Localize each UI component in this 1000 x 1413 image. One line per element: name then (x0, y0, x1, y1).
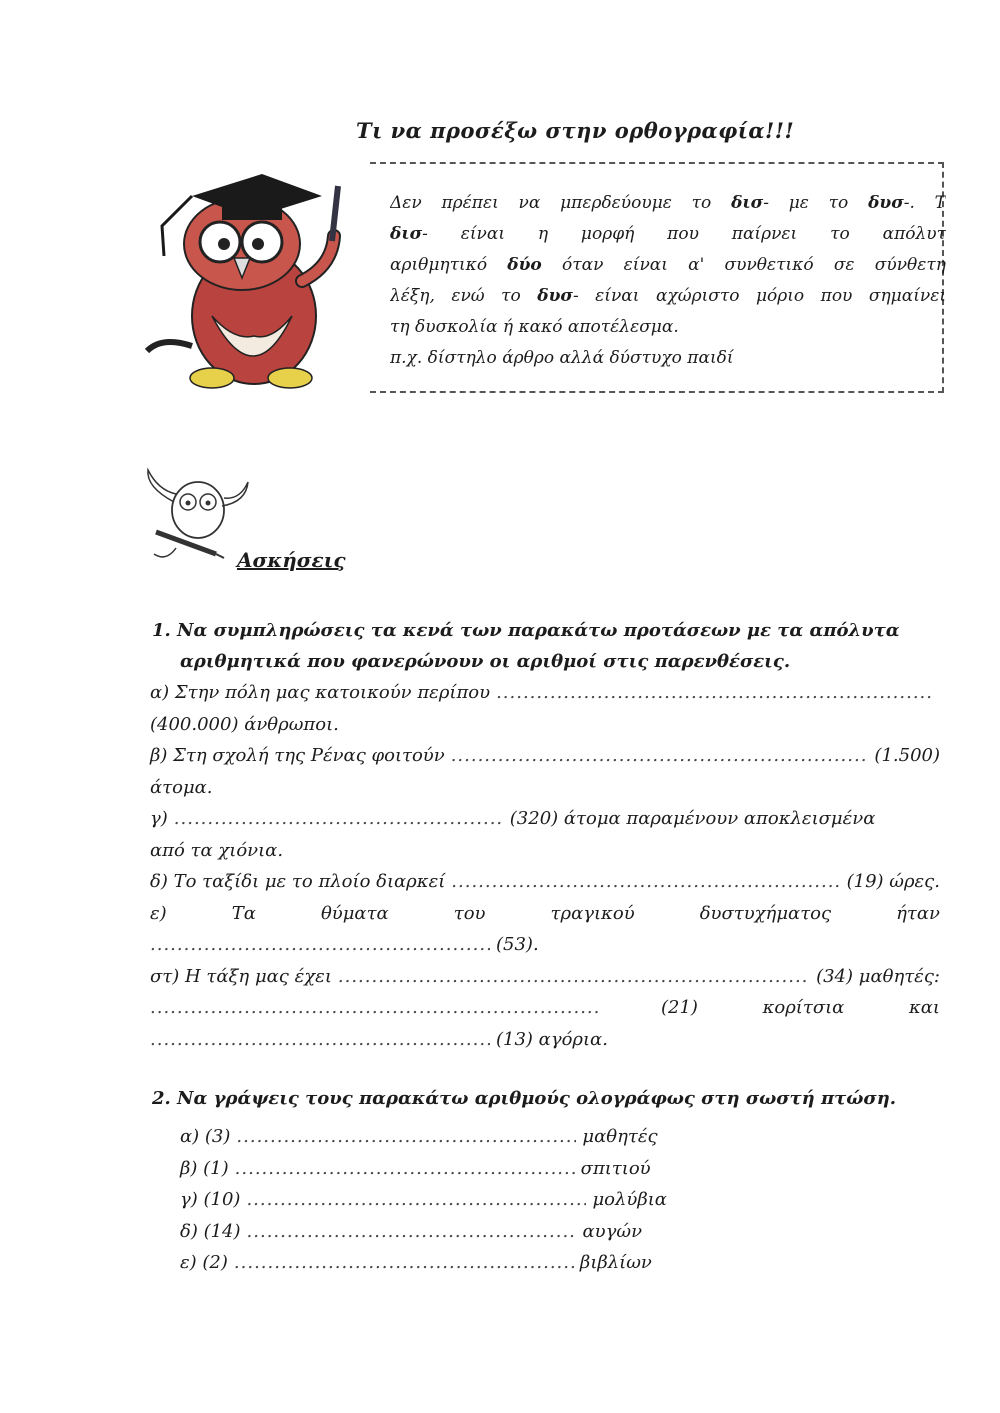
exercise-1st-row-2 (150, 992, 940, 1024)
blank-field[interactable] (496, 677, 934, 709)
exercise-2-item: γ) (10) ..... μολύβια (180, 1184, 700, 1216)
blank-field[interactable] (174, 803, 504, 835)
blank-field[interactable] (247, 1216, 577, 1248)
info-line: π.χ. δίστηλο άρθρο αλλά δύστυχο παιδί (390, 348, 734, 368)
blank-field[interactable] (338, 961, 810, 993)
exercise-1b-row: β) Στη σχολή της Ρένας φοιτούν ..... (1.500) (150, 740, 940, 772)
exercise-1e-row-2: ..... (53). (150, 929, 940, 961)
blank-field[interactable] (234, 1247, 574, 1279)
info-text (390, 188, 946, 374)
exercise-1-heading (152, 615, 942, 677)
blank-field[interactable] (451, 740, 869, 772)
exercise-1st-row-3: ..... (13) αγόρια. (150, 1024, 940, 1056)
info-line: Δεν πρέπει να μπερδεύουμε το δισ- με το δυσ-. Τ (390, 193, 946, 213)
blank-field[interactable] (246, 1184, 586, 1216)
exercises-heading: Ασκήσεις (237, 548, 346, 572)
exercise-2-heading: 2. Να γράψεις τους παρακάτω αριθμούς ολογράφως στη σωστή πτώση. (152, 1088, 897, 1109)
exercise-2-item: α) (3) ..... μαθητές (180, 1121, 700, 1153)
blank-field[interactable] (150, 1024, 490, 1056)
exercise-1b-row-2: άτομα. (150, 776, 213, 798)
info-line: λέξη, ενώ το δυσ- είναι αχώριστο μόριο που σημαίνει (390, 286, 946, 306)
blank-field[interactable] (150, 992, 600, 1024)
blank-field[interactable] (235, 1153, 575, 1185)
exercise-1-line: αριθμητικά που φανερώνουν οι αριθμοί στις παρενθέσεις. (180, 651, 791, 672)
exercise-1c-row-2: από τα χιόνια. (150, 839, 284, 861)
exercise-2-list (180, 1121, 700, 1279)
owl-teacher-illustration (142, 166, 362, 396)
info-line: τη δυσκολία ή κακό αποτέλεσμα. (390, 317, 679, 337)
exercise-1e-row: ε) Τα θύματα του τραγικού δυστυχήματος ήταν (150, 902, 940, 924)
exercise-1-body (150, 677, 940, 1055)
exercise-2-item: ε) (2) ..... βιβλίων (180, 1247, 700, 1279)
blank-field[interactable] (451, 866, 840, 898)
info-line: αριθμητικό δύο όταν είναι α' συνθετικό σε σύνθετη (390, 255, 946, 275)
exercise-1st-row: στ) Η τάξη μας έχει ..... (34) μαθητές: (150, 961, 940, 993)
blank-field[interactable] (150, 929, 490, 961)
exercise-1a-row-2: (400.000) άνθρωποι. (150, 713, 339, 735)
page-title: Τι να προσέξω στην ορθογραφία!!! (356, 118, 795, 143)
exercise-2-item: δ) (14) ..... αυγών (180, 1216, 700, 1248)
exercise-1a-row: α) Στην πόλη μας κατοικούν περίπου ..... (150, 677, 940, 709)
exercise-1c-row: γ) ..... (320) άτομα παραμένουν αποκλεισμένα (150, 803, 940, 835)
exercise-1-line: 1. Να συμπληρώσεις τα κενά των παρακάτω προτάσεων με τα απόλυτα (152, 620, 900, 641)
exercise-2-item: β) (1) ..... σπιτιού (180, 1153, 700, 1185)
exercise-1st-words: (21) κορίτσια και (661, 997, 940, 1018)
exercise-1d-row: δ) Το ταξίδι με το πλοίο διαρκεί ..... (19) ώρες. (150, 866, 940, 898)
info-line: δισ- είναι η μορφή που παίρνει το απόλυτ (390, 224, 946, 244)
blank-field[interactable] (236, 1121, 576, 1153)
